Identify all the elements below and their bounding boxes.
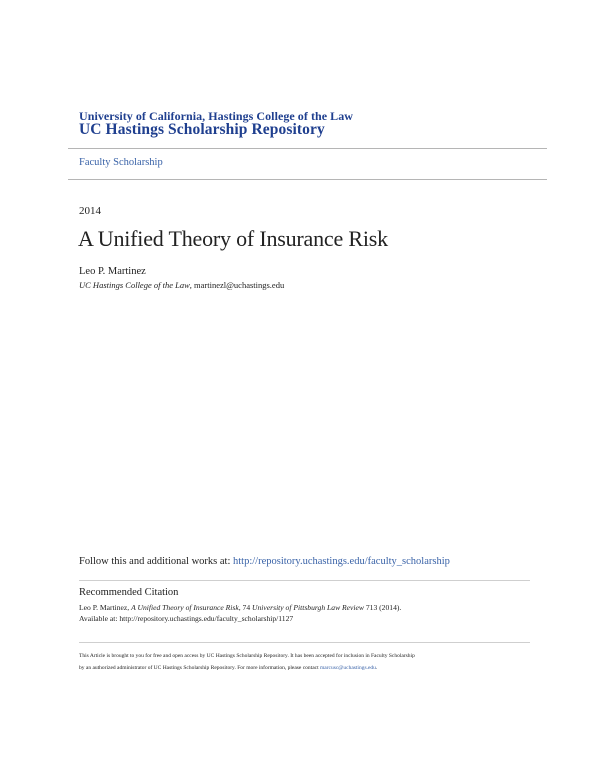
repository-name: UC Hastings Scholarship Repository (79, 121, 325, 138)
contact-email-link[interactable]: marcusc@uchastings.edu (319, 665, 376, 671)
notice-line-2-suffix: . (375, 665, 378, 671)
publication-year: 2014 (79, 205, 101, 217)
collection-divider (68, 179, 547, 180)
recommended-citation-heading: Recommended Citation (79, 587, 179, 598)
citation-line (79, 602, 401, 613)
citation-divider-bottom (79, 642, 530, 643)
institution-name: University of California, Hastings College of the Law (79, 109, 353, 123)
recommended-citation (79, 602, 401, 624)
access-notice (79, 650, 415, 674)
notice-line-2 (79, 662, 415, 674)
citation-pages: 713 (2014). (363, 603, 402, 612)
citation-title: A Unified Theory of Insurance Risk (131, 603, 239, 612)
citation-divider-top (79, 580, 530, 581)
citation-available-at: Available at: http://repository.uchastings.edu/faculty_scholarship/1127 (79, 614, 294, 623)
citation-journal: University of Pittsburgh Law Review (252, 603, 364, 612)
author-name: Leo P. Martinez (79, 266, 146, 277)
author-email: , martinezl@uchastings.edu (189, 280, 285, 290)
author-affiliation (79, 280, 284, 290)
follow-prefix: Follow this and additional works at: (79, 556, 233, 567)
notice-line-1: This Article is brought to you for free and open access by UC Hastings Scholarship Repository. It has been accepted for inclusion in Faculty Scholarship (79, 653, 415, 659)
article-title: A Unified Theory of Insurance Risk (78, 226, 388, 251)
author-institution: UC Hastings College of the Law (79, 280, 190, 290)
follow-link[interactable]: http://repository.uchastings.edu/faculty_scholarship (233, 556, 450, 567)
notice-line-2-prefix: by an authorized administrator of UC Hastings Scholarship Repository. For more information, please contact (79, 665, 320, 671)
citation-volume: , 74 (238, 603, 253, 612)
header-divider (68, 148, 547, 149)
citation-author: Leo P. Martinez, (79, 603, 132, 612)
follow-line (79, 556, 450, 567)
collection-link[interactable]: Faculty Scholarship (79, 157, 163, 168)
